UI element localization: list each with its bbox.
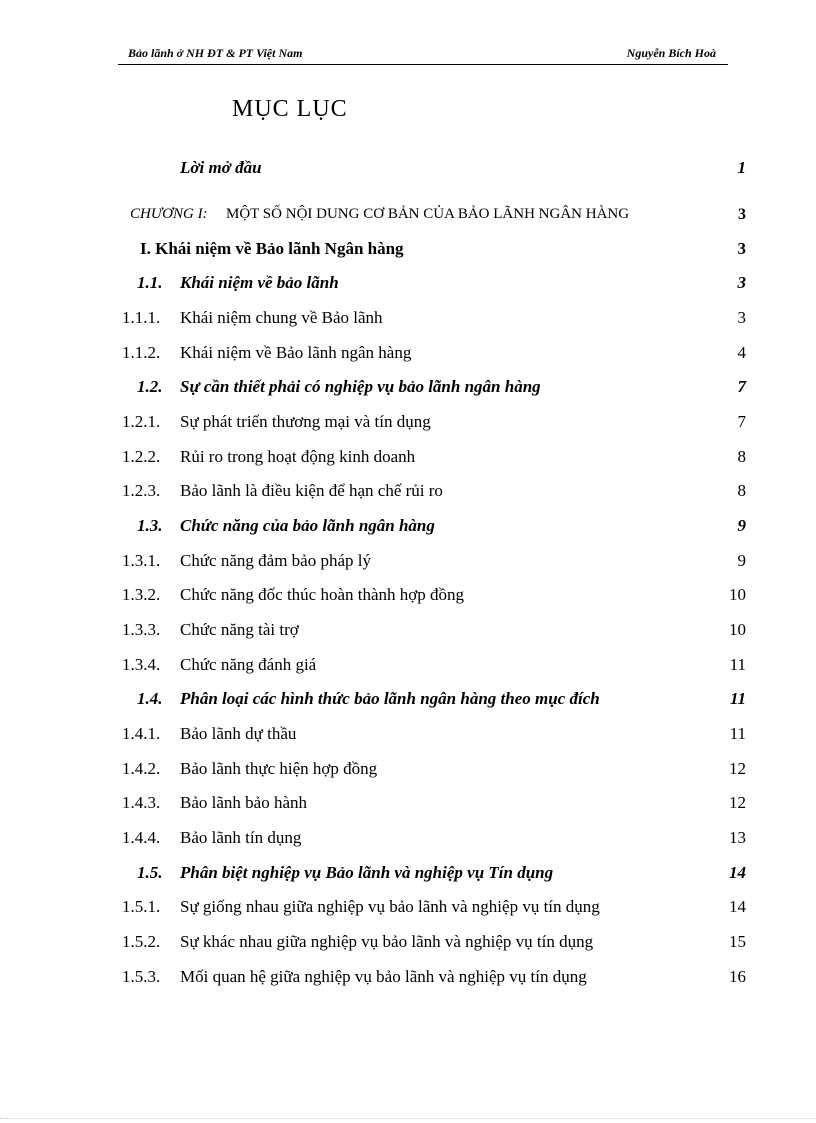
toc-entry: [0, 447, 816, 477]
toc-entry-number: 1.5.: [137, 863, 163, 882]
toc-entry-intro: [0, 158, 816, 188]
toc-entry-text: Chức năng đánh giá: [180, 655, 317, 674]
toc-entry-text: Khái niệm chung về Bảo lãnh: [180, 308, 383, 327]
toc-entry: [0, 585, 816, 615]
toc-entry-page: 3: [737, 308, 746, 327]
header-right: Nguyễn Bích Hoà: [626, 46, 716, 60]
toc-entry-number: 1.3.1.: [122, 551, 161, 570]
toc-entry-text: Phân biệt nghiệp vụ Bảo lãnh và nghiệp vụ Tín dụng: [180, 863, 554, 882]
toc-entry-text: Bảo lãnh bảo hành: [180, 793, 307, 812]
toc-entry-text: MỘT SỐ NỘI DUNG CƠ BẢN CỦA BẢO LÃNH NGÂN HÀNG: [226, 206, 630, 222]
toc-entry-number: 1.2.1.: [122, 412, 161, 431]
toc-entry: [0, 620, 816, 650]
toc-entry-text: Phân loại các hình thức bảo lãnh ngân hàng theo mục đích: [180, 689, 600, 708]
toc-entry-page: 12: [729, 793, 746, 812]
toc-entry-number: 1.4.: [137, 689, 163, 708]
toc-entry-text: Chức năng đốc thúc hoàn thành hợp đồng: [180, 585, 465, 604]
toc-entry-page: 1: [737, 158, 746, 177]
toc-entry: [0, 724, 816, 754]
toc-entry-page: 14: [729, 863, 746, 882]
toc-entry-number: 1.4.4.: [122, 828, 161, 847]
toc-entry: [0, 689, 816, 719]
toc-entry-page: 16: [729, 967, 746, 986]
toc-entry: [0, 551, 816, 581]
header-left: Bảo lãnh ở NH ĐT & PT Việt Nam: [128, 46, 303, 60]
toc-entry: [0, 897, 816, 927]
toc-entry-text: Khái niệm về Bảo lãnh ngân hàng: [180, 343, 412, 362]
toc-entry-page: 3: [738, 206, 746, 223]
toc-entry-text: I. Khái niệm về Bảo lãnh Ngân hàng: [140, 239, 404, 258]
toc-entry-page: 4: [737, 343, 746, 362]
toc-entry-number: 1.5.1.: [122, 897, 161, 916]
toc-entry-text: Lời mở đầu: [180, 158, 262, 177]
toc-entry-number: 1.3.: [137, 516, 163, 535]
page-title: MỤC LỤC: [232, 96, 348, 122]
toc-entry-page: 10: [729, 585, 746, 604]
toc-entry-page: 9: [737, 551, 746, 570]
toc-entry-text: Sự giống nhau giữa nghiệp vụ bảo lãnh và nghiệp vụ tín dụng: [180, 897, 600, 916]
toc-entry-page: 8: [737, 481, 746, 500]
toc-entry: [0, 863, 816, 893]
toc-entry-text: Bảo lãnh tín dụng: [180, 828, 302, 847]
toc-entry-number: 1.1.1.: [122, 308, 161, 327]
toc-entry: [0, 828, 816, 858]
toc-entry-number: 1.2.2.: [122, 447, 161, 466]
toc-entry-number: 1.3.4.: [122, 655, 161, 674]
toc-entry-page: 12: [729, 759, 746, 778]
toc-entry-page: 14: [729, 897, 746, 916]
toc-entry-number: 1.5.3.: [122, 967, 161, 986]
toc-entry-text: Chức năng đảm bảo pháp lý: [180, 551, 371, 570]
toc-entry-page: 11: [729, 689, 746, 708]
toc-entry-number: 1.2.: [137, 377, 163, 396]
toc-entry: [0, 759, 816, 789]
toc-entry: [0, 481, 816, 511]
toc-entry: [0, 412, 816, 442]
toc-entry-part: [0, 239, 816, 269]
toc-entry: [0, 793, 816, 823]
toc-entry-number: 1.1.: [137, 273, 163, 292]
toc-entry-number: 1.4.2.: [122, 759, 161, 778]
toc-entry: [0, 273, 816, 303]
toc-entry-number: 1.1.2.: [122, 343, 161, 362]
toc-entry-number: 1.3.2.: [122, 585, 161, 604]
toc-entry-text: Bảo lãnh thực hiện hợp đồng: [180, 759, 378, 778]
toc-entry-page: 11: [729, 655, 746, 674]
toc-entry: [0, 308, 816, 338]
toc-entry-chapter: [0, 206, 816, 236]
toc-entry-text: Sự cần thiết phải có nghiệp vụ bảo lãnh ngân hàng: [180, 377, 541, 396]
toc-entry-text: Chức năng tài trợ: [180, 620, 299, 639]
toc-entry: [0, 967, 816, 997]
toc-entry: [0, 516, 816, 546]
toc-entry-text: Sự phát triển thương mại và tín dụng: [180, 412, 431, 431]
toc-entry-page: 7: [737, 377, 746, 396]
toc-entry-page: 9: [737, 516, 746, 535]
toc-entry-page: 13: [729, 828, 746, 847]
page-bottom-border: [0, 1118, 816, 1119]
toc-entry-text: Chức năng của bảo lãnh ngân hàng: [180, 516, 435, 535]
toc-entry-number: 1.2.3.: [122, 481, 161, 500]
toc-entry-page: 7: [737, 412, 746, 431]
toc-entry-page: 15: [729, 932, 746, 951]
toc-entry-page: 8: [737, 447, 746, 466]
toc-entry-text: Khái niệm về bảo lãnh: [180, 273, 339, 292]
toc-entry-number: CHƯƠNG I:: [130, 206, 208, 222]
toc-entry-text: Rủi ro trong hoạt động kinh doanh: [180, 447, 416, 466]
toc-entry-number: 1.4.1.: [122, 724, 161, 743]
toc-entry: [0, 377, 816, 407]
toc-entry-number: 1.5.2.: [122, 932, 161, 951]
toc-entry: [0, 655, 816, 685]
toc-entry-text: Mối quan hệ giữa nghiệp vụ bảo lãnh và nghiệp vụ tín dụng: [180, 967, 587, 986]
toc-entry-page: 3: [737, 273, 746, 292]
toc-entry-text: Bảo lãnh là điều kiện để hạn chế rủi ro: [180, 481, 443, 500]
toc-entry: [0, 932, 816, 962]
toc-entry-page: 10: [729, 620, 746, 639]
toc-entry-number: 1.4.3.: [122, 793, 161, 812]
toc-entry-number: 1.3.3.: [122, 620, 161, 639]
toc-entry-text: Sự khác nhau giữa nghiệp vụ bảo lãnh và nghiệp vụ tín dụng: [180, 932, 594, 951]
toc-entry-page: 3: [737, 239, 746, 258]
toc-entry: [0, 343, 816, 373]
toc-entry-text: Bảo lãnh dự thầu: [180, 724, 297, 743]
toc-entry-page: 11: [729, 724, 746, 743]
